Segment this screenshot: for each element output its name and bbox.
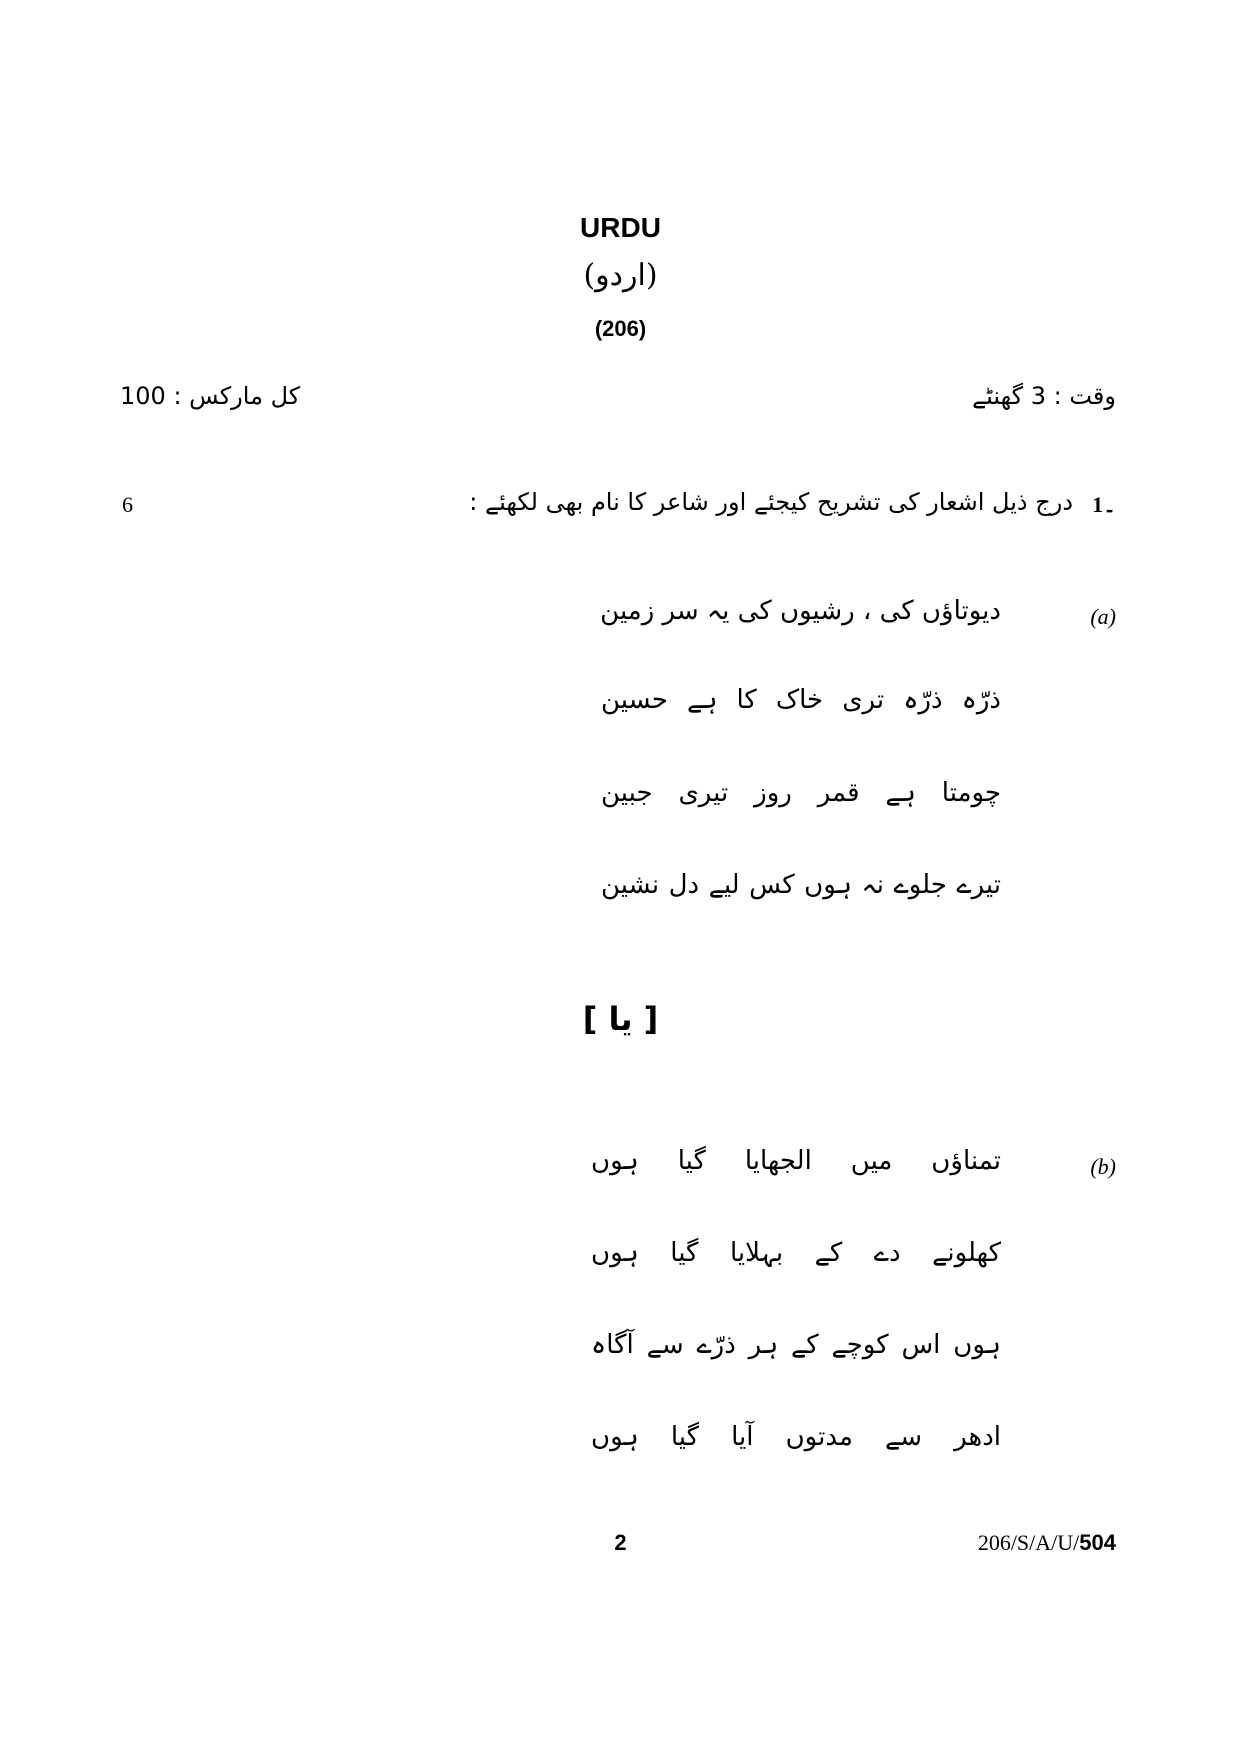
verse-line: دیوتاؤں کی ، رشیوں کی یہ سر زمین <box>600 596 1001 626</box>
time-allowed: وقت : 3 گھنٹے <box>972 382 1116 410</box>
subject-title: URDU <box>580 212 661 243</box>
verse-line: چومتا ہے قمر روز تیری جبین <box>601 778 1001 808</box>
verse-line: ادھر سے مدتوں آیا گیا ہوں <box>591 1422 1001 1452</box>
verse-line: ہوں اس کوچے کے ہر ذرّے سے آگاہ <box>591 1330 1001 1360</box>
verse-line: ذرّہ ذرّہ تری خاک کا ہے حسین <box>601 685 1001 715</box>
verse-line: تمناؤں میں الجھایا گیا ہوں <box>591 1146 1001 1176</box>
paper-code <box>978 1530 1116 1556</box>
subject-title-urdu: (اردو) <box>583 258 658 293</box>
question-text: درج ذیل اشعار کی تشریح کیجئے اور شاعر کا نام بھی لکھئے : <box>469 488 1073 516</box>
or-separator: [ یا ] <box>582 1000 659 1038</box>
page-number: 2 <box>614 1530 627 1555</box>
option-b-label: (b) <box>1090 1154 1116 1179</box>
total-marks: کل مارکس : 100 <box>120 382 301 410</box>
verse-line: تیرے جلوے نہ ہوں کس لیے دل نشین <box>601 870 1001 900</box>
question-marks: 6 <box>122 492 133 517</box>
question-number: 1۔ <box>1092 492 1116 517</box>
option-a-label: (a) <box>1090 604 1116 629</box>
verse-line: کھلونے دے کے بہلایا گیا ہوں <box>591 1238 1001 1268</box>
paper-code-suffix: 504 <box>1079 1530 1116 1555</box>
paper-code-prefix: 206/S/A/U/ <box>977 1530 1080 1555</box>
subject-code: (206) <box>594 316 647 341</box>
